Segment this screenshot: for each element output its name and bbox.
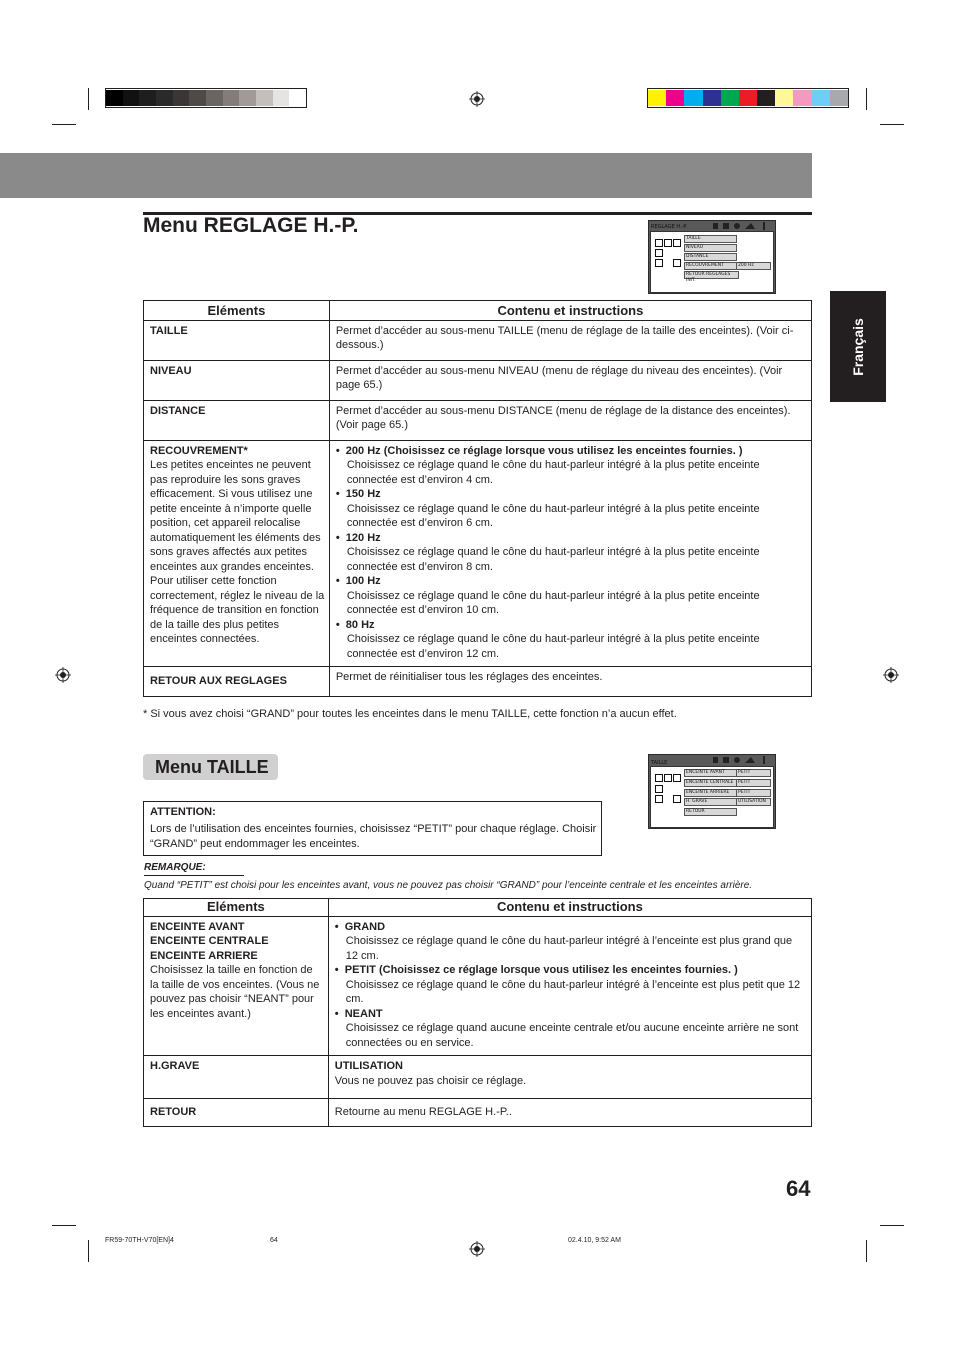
osd-item: RECOUVREMENT bbox=[684, 262, 737, 270]
bullet-body: Choisissez ce réglage quand le cône du haut-parleur intégré à l’enceinte est plus grand que 12 cm. bbox=[345, 935, 793, 962]
calibration-swatch bbox=[666, 90, 684, 106]
row-item: ENCEINTE AVANT bbox=[150, 920, 245, 933]
osd-speaker-box bbox=[655, 774, 663, 782]
osd-item: RETOUR REGLAGES INIT. bbox=[684, 271, 739, 279]
osd-item: ENCEINTE ARRIERE bbox=[684, 789, 737, 797]
attention-box bbox=[143, 801, 602, 856]
bullet-head: • PETIT (Choisissez ce réglage lorsque vous utilisez les enceintes fournies. ) bbox=[334, 964, 738, 976]
calibration-swatch bbox=[721, 90, 739, 106]
column-header: Eléments bbox=[144, 899, 329, 917]
calibration-swatch bbox=[757, 90, 775, 106]
attention-head: ATTENTION: bbox=[150, 806, 216, 818]
osd-item: ENCEINTE AVANT bbox=[684, 769, 737, 777]
bullet-body: Choisissez ce réglage quand le cône du haut-parleur intégré à la plus petite enceinte connectée est d’environ 6 cm. bbox=[346, 502, 760, 529]
footnote: * Si vous avez choisi “GRAND” pour toutes les enceintes dans le menu TAILLE, cette fonction n’a aucun effet. bbox=[143, 708, 677, 720]
row-item: NIVEAU bbox=[144, 360, 330, 400]
osd-item: H. GRAVE bbox=[684, 798, 737, 806]
table-row bbox=[144, 360, 812, 400]
remarque-underline bbox=[144, 875, 244, 876]
registration-mark-icon bbox=[469, 91, 485, 107]
table-row bbox=[144, 440, 812, 667]
bullet-head: • 100 Hz bbox=[335, 575, 381, 587]
calibration-swatch bbox=[793, 90, 811, 106]
calibration-swatch bbox=[123, 90, 140, 106]
calibration-swatch bbox=[139, 90, 156, 106]
row-item: RETOUR AUX REGLAGES bbox=[144, 667, 330, 697]
bullet-body: Choisissez ce réglage quand le cône du haut-parleur intégré à la plus petite enceinte connectée est d’environ 4 cm. bbox=[346, 459, 760, 486]
calibration-swatch bbox=[775, 90, 793, 106]
row-head: UTILISATION bbox=[334, 1060, 403, 1072]
osd-menu-icons bbox=[711, 221, 773, 231]
calibration-swatch bbox=[239, 90, 256, 106]
bullet-head: • 200 Hz (Choisissez ce réglage lorsque vous utilisez les enceintes fournies. ) bbox=[335, 444, 743, 457]
crop-mark bbox=[88, 88, 89, 110]
table-row bbox=[144, 1056, 812, 1099]
bullet-body: Choisissez ce réglage quand le cône du haut-parleur intégré à la plus petite enceinte connectée est d’environ 10 cm. bbox=[346, 589, 760, 616]
osd-menu-icons bbox=[711, 755, 773, 765]
footer-page: 64 bbox=[270, 1237, 278, 1244]
crop-mark bbox=[52, 1225, 76, 1226]
column-header: Eléments bbox=[144, 301, 330, 321]
bullet-head: • 120 Hz bbox=[335, 531, 381, 544]
calibration-swatch bbox=[206, 90, 223, 106]
table-row bbox=[144, 667, 812, 697]
column-header: Contenu et instructions bbox=[328, 899, 811, 917]
row-description: Choisissez la taille en fonction de la taille de vos enceintes. (Vous ne pouvez pas choisir “NEANT” pour les enceintes avant.) bbox=[150, 964, 320, 1020]
osd-title: TAILLE bbox=[651, 760, 668, 766]
calibration-swatch bbox=[289, 90, 306, 106]
row-item: ENCEINTE CENTRALE bbox=[150, 935, 269, 947]
language-tab-label: Français bbox=[850, 317, 866, 376]
remarque-text: Quand “PETIT” est choisi pour les enceintes avant, vous ne pouvez pas choisir “GRAND” pour l’enceinte centrale et les enceintes arrière. bbox=[144, 880, 753, 891]
table-row bbox=[144, 400, 812, 440]
table-row bbox=[144, 320, 812, 360]
bullet-body: Choisissez ce réglage quand le cône du haut-parleur intégré à la plus petite enceinte connectée est d’environ 12 cm. bbox=[346, 633, 760, 660]
calibration-swatch bbox=[703, 90, 721, 106]
row-item: TAILLE bbox=[144, 320, 330, 360]
row-item: DISTANCE bbox=[144, 400, 330, 440]
row-item: H.GRAVE bbox=[144, 1056, 329, 1099]
osd-screenshot-taille bbox=[648, 754, 776, 829]
section-title: Menu TAILLE bbox=[143, 754, 278, 780]
calibration-swatch bbox=[812, 90, 830, 106]
crop-mark bbox=[866, 1240, 867, 1262]
calibration-swatch bbox=[273, 90, 290, 106]
osd-title: REGLAGE H.-P. bbox=[651, 224, 688, 230]
calibration-swatch bbox=[739, 90, 757, 106]
calibration-swatch bbox=[223, 90, 240, 106]
osd-value: PETIT bbox=[736, 769, 771, 777]
osd-speaker-box bbox=[664, 774, 672, 782]
calibration-swatch bbox=[173, 90, 190, 106]
osd-item: ENCEINTE CENTRALE bbox=[684, 779, 737, 787]
crop-mark bbox=[880, 124, 904, 125]
row-description: Les petites enceintes ne peuvent pas reproduire les sons graves efficacement. Si vous utilisez une petite enceinte à n’importe quelle position, cet appareil relocalise automatiquement les éléments des sons graves affectés aux petites enceintes aux grandes enceintes. Pour utiliser cette fonction correctement, réglez le niveau de la fréquence de transition en fonction de la taille des plus petites enceintes connectées. bbox=[150, 459, 325, 645]
registration-mark-icon bbox=[55, 667, 71, 683]
osd-item: RETOUR bbox=[684, 808, 737, 816]
row-content: Vous ne pouvez pas choisir ce réglage. bbox=[334, 1074, 527, 1087]
crop-mark bbox=[866, 88, 867, 110]
crop-mark bbox=[88, 1240, 89, 1262]
row-content: Retourne au menu REGLAGE H.-P.. bbox=[328, 1099, 811, 1127]
osd-speaker-box bbox=[655, 785, 663, 793]
osd-speaker-box bbox=[664, 239, 672, 247]
bullet-head: • NEANT bbox=[334, 1007, 383, 1020]
osd-speaker-box bbox=[673, 239, 681, 247]
bullet-body: Choisissez ce réglage quand le cône du haut-parleur intégré à la plus petite enceinte connectée est d’environ 8 cm. bbox=[346, 546, 760, 573]
attention-text: Lors de l’utilisation des enceintes fournies, choisissez “PETIT” pour chaque réglage. Choisir “GRAND” peut endommager les enceintes. bbox=[150, 823, 597, 850]
row-item: RECOUVREMENT* bbox=[150, 444, 248, 457]
row-item: RETOUR bbox=[144, 1099, 329, 1127]
bullet-body: Choisissez ce réglage quand aucune enceinte centrale et/ou aucune enceinte arrière ne sont connectées ou en service. bbox=[345, 1022, 799, 1049]
osd-speaker-box bbox=[655, 249, 663, 257]
osd-value: 200 Hz bbox=[736, 262, 771, 270]
reglage-table bbox=[143, 300, 812, 697]
registration-mark-icon bbox=[883, 667, 899, 683]
osd-item: TAILLE bbox=[684, 235, 737, 243]
grayscale-calibration-bar bbox=[105, 88, 307, 108]
calibration-swatch bbox=[189, 90, 206, 106]
column-header: Contenu et instructions bbox=[329, 301, 811, 321]
calibration-swatch bbox=[106, 90, 123, 106]
bullet-head: • 150 Hz bbox=[335, 488, 381, 500]
osd-speaker-box bbox=[673, 795, 681, 803]
row-content: Permet d’accéder au sous-menu TAILLE (menu de réglage de la taille des enceintes). (Voir ci-dessous.) bbox=[329, 320, 811, 360]
osd-value: UTILISATION bbox=[736, 798, 771, 806]
color-calibration-bar bbox=[647, 88, 849, 108]
page-title: Menu REGLAGE H.-P. bbox=[143, 214, 359, 237]
bullet-head: • GRAND bbox=[334, 920, 386, 933]
crop-mark bbox=[52, 124, 76, 125]
osd-value: PETIT bbox=[736, 779, 771, 787]
page-number: 64 bbox=[786, 1176, 811, 1201]
osd-item: DISTANCE bbox=[684, 253, 737, 261]
table-row bbox=[144, 916, 812, 1056]
row-content: Permet d’accéder au sous-menu NIVEAU (menu de réglage du niveau des enceintes). (Voir page 65.) bbox=[329, 360, 811, 400]
footer-date: 02.4.10, 9:52 AM bbox=[568, 1237, 621, 1244]
osd-speaker-box bbox=[673, 259, 681, 267]
bullet-body: Choisissez ce réglage quand le cône du haut-parleur intégré à l’enceinte est plus petit que 12 cm. bbox=[345, 978, 801, 1005]
calibration-swatch bbox=[684, 90, 702, 106]
calibration-swatch bbox=[156, 90, 173, 106]
osd-speaker-box bbox=[655, 239, 663, 247]
footer-file: FR59-70TH-V70[EN]4 bbox=[105, 1237, 174, 1244]
crop-mark bbox=[880, 1225, 904, 1226]
header-band bbox=[0, 153, 812, 198]
language-tab bbox=[830, 291, 886, 402]
row-content: Permet d’accéder au sous-menu DISTANCE (menu de réglage de la distance des enceintes). (Voir page 65.) bbox=[329, 400, 811, 440]
row-item: ENCEINTE ARRIERE bbox=[150, 949, 258, 962]
remarque-head: REMARQUE: bbox=[144, 862, 206, 873]
osd-item: NIVEAU bbox=[684, 244, 737, 252]
osd-speaker-box bbox=[673, 774, 681, 782]
bullet-head: • 80 Hz bbox=[335, 618, 375, 631]
calibration-swatch bbox=[648, 90, 666, 106]
osd-value: PETIT bbox=[736, 789, 771, 797]
registration-mark-icon bbox=[469, 1241, 485, 1257]
row-content: Permet de réinitialiser tous les réglages des enceintes. bbox=[329, 667, 811, 697]
taille-table bbox=[143, 898, 812, 1127]
table-row bbox=[144, 1099, 812, 1127]
calibration-swatch bbox=[830, 90, 848, 106]
osd-speaker-box bbox=[655, 795, 663, 803]
osd-screenshot-reglage bbox=[648, 220, 776, 294]
osd-speaker-box bbox=[655, 259, 663, 267]
calibration-swatch bbox=[256, 90, 273, 106]
